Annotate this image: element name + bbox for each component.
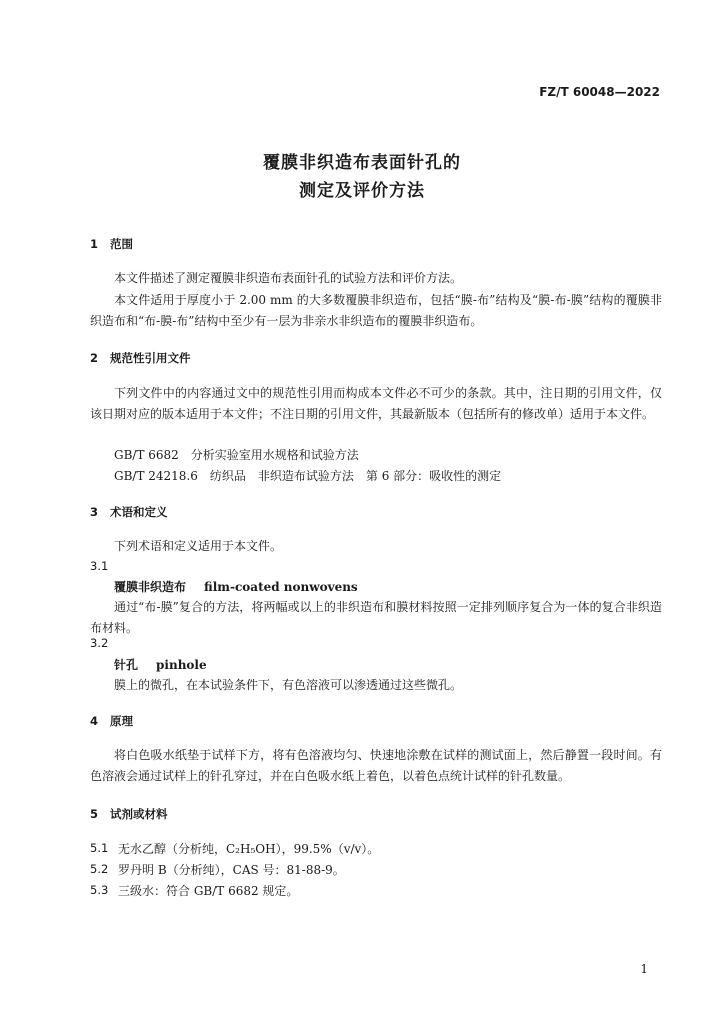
section-1-number: 1 — [90, 237, 99, 251]
item-5-1-number: 5.1 — [90, 841, 109, 855]
term-3-1-chinese: 覆膜非织造布 — [114, 580, 187, 594]
section-3-title: 术语和定义 — [110, 505, 168, 519]
section-5-number: 5 — [90, 807, 99, 821]
section-4-heading — [90, 713, 133, 729]
section-2-heading — [90, 350, 191, 366]
term-3-2-number: 3.2 — [90, 636, 109, 650]
section-2-para1: 下列文件中的内容通过文中的规范性引用而构成本文件必不可少的条款。其中，注日期的引用文件，仅该日期对应的版本适用于本文件；不注日期的引用文件，其最新版本（包括所有的修改单）适用于本文件。 — [90, 386, 662, 421]
term-3-2-definition: 膜上的微孔，在本试验条件下，有色溶液可以渗透通过这些微孔。 — [114, 678, 463, 692]
section-1-title: 范围 — [110, 237, 133, 251]
section-4-title: 原理 — [110, 714, 133, 728]
section-1-para1: 本文件描述了测定覆膜非织造布表面针孔的试验方法和评价方法。 — [114, 271, 463, 285]
document-title-line1: 覆膜非织造布表面针孔的 — [263, 153, 461, 173]
term-3-1-number: 3.1 — [90, 559, 109, 573]
document-title-line2: 测定及评价方法 — [299, 181, 425, 201]
item-5-1-text: 无水乙醇（分析纯，C₂H₅OH），99.5%（v/v）。 — [118, 842, 380, 856]
section-2-number: 2 — [90, 351, 99, 365]
term-3-2-chinese: 针孔 — [114, 658, 139, 672]
item-5-2-text: 罗丹明 B（分析纯），CAS 号：81-88-9。 — [118, 863, 345, 877]
term-3-2 — [114, 656, 207, 673]
section-3-intro: 下列术语和定义适用于本文件。 — [114, 539, 283, 553]
term-3-2-english: pinhole — [156, 658, 207, 672]
reference-gbt-24218-6: GB/T 24218.6 纺织品 非织造布试验方法 第 6 部分：吸收性的测定 — [114, 469, 502, 483]
reference-gbt-6682: GB/T 6682 分析实验室用水规格和试验方法 — [114, 448, 359, 462]
section-4-number: 4 — [90, 714, 99, 728]
section-3-heading — [90, 504, 168, 520]
term-3-1 — [114, 578, 358, 595]
item-5-2-number: 5.2 — [90, 862, 109, 876]
section-2-title: 规范性引用文件 — [110, 351, 191, 365]
term-3-1-english: film-coated nonwovens — [204, 580, 358, 594]
section-5-heading — [90, 806, 168, 822]
term-3-1-definition: 通过“布-膜”复合的方法，将两幅或以上的非织造布和膜材料按照一定排列顺序复合为一体的复合非织造布材料。 — [90, 600, 662, 635]
section-1-heading — [90, 236, 133, 252]
item-5-3-number: 5.3 — [90, 883, 109, 897]
section-4-para1: 将白色吸水纸垫于试样下方，将有色溶液均匀、快速地涂敷在试样的测试面上，然后静置一段时间。有色溶液会通过试样上的针孔穿过，并在白色吸水纸上着色，以着色点统计试样的针孔数量。 — [90, 748, 662, 783]
section-3-number: 3 — [90, 505, 99, 519]
item-5-3-text: 三级水：符合 GB/T 6682 规定。 — [118, 884, 299, 898]
section-1-para2: 本文件适用于厚度小于 2.00 mm 的大多数覆膜非织造布，包括“膜-布”结构及“膜-布-膜”结构的覆膜非织造布和“布-膜-布”结构中至少有一层为非亲水非织造布的覆膜非织造布。 — [90, 293, 662, 328]
standard-code: FZ/T 60048—2022 — [539, 85, 660, 99]
page-number: 1 — [640, 962, 648, 976]
section-5-title: 试剂或材料 — [110, 807, 168, 821]
